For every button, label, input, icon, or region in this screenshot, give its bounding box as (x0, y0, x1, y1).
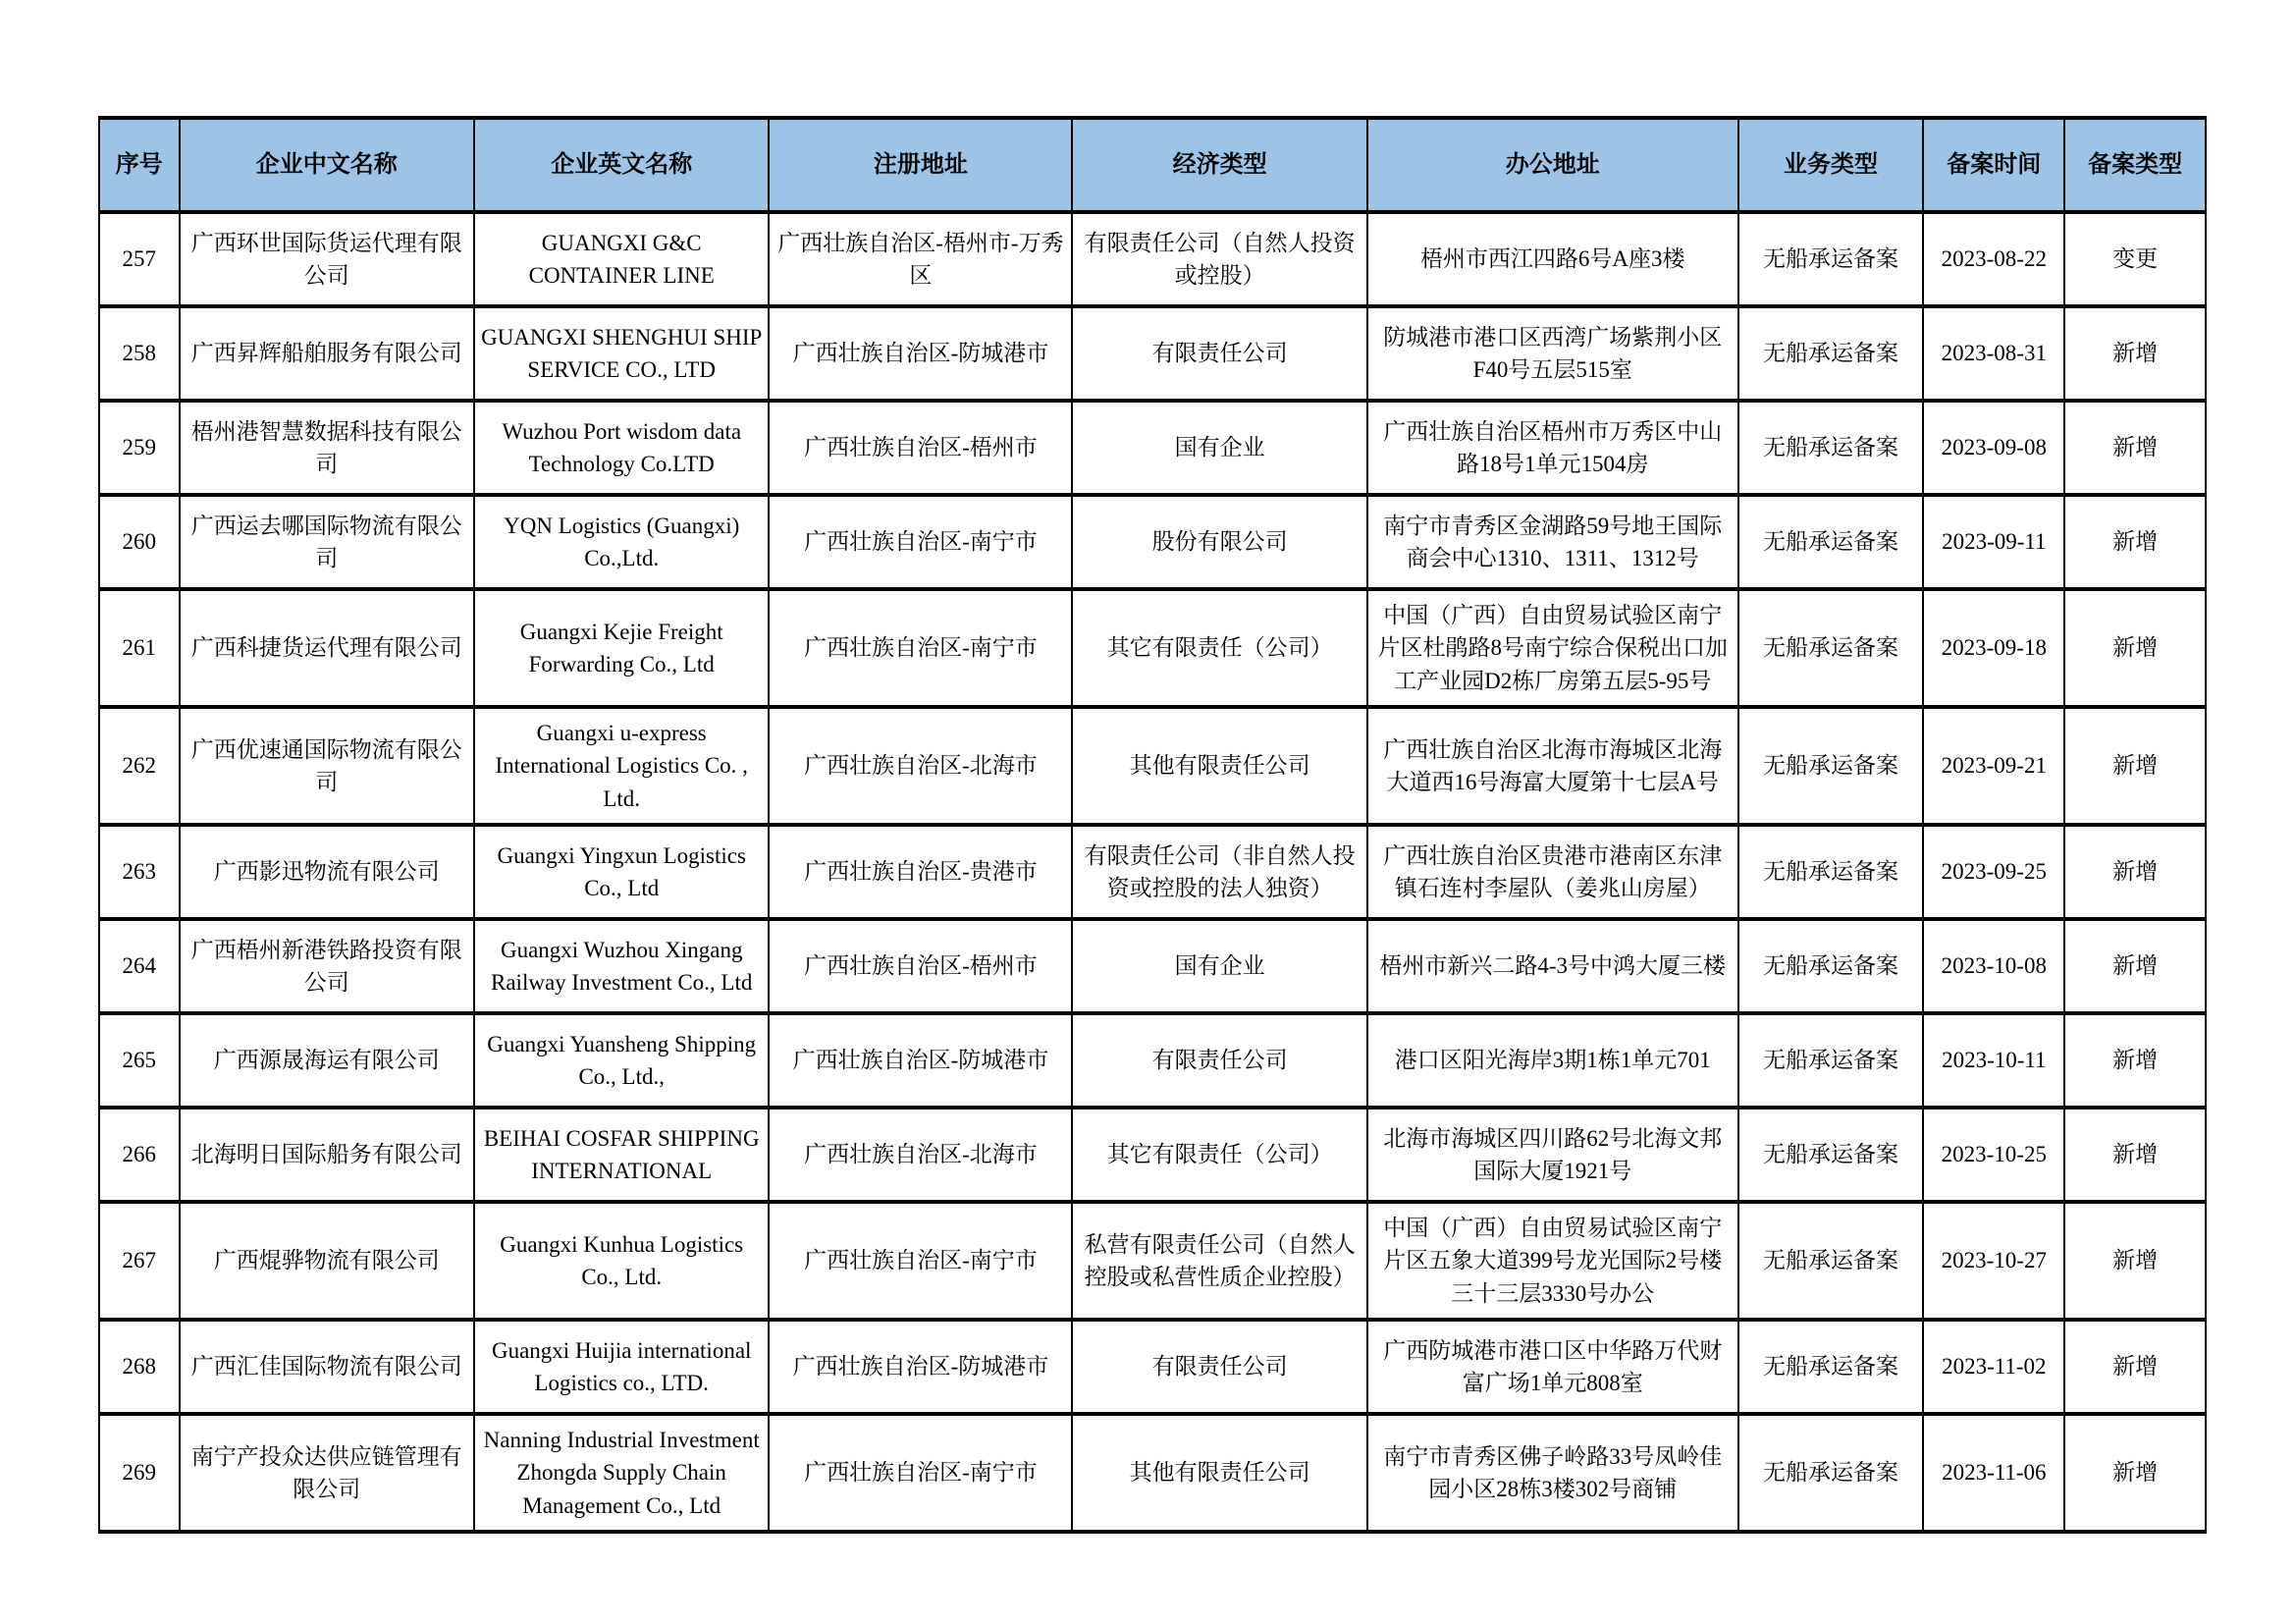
cell-record-date: 2023-10-27 (1923, 1202, 2064, 1320)
cell-biz-type: 无船承运备案 (1738, 1414, 1924, 1532)
cell-biz-type: 无船承运备案 (1738, 306, 1924, 401)
cell-reg-addr: 广西壮族自治区-防城港市 (769, 306, 1072, 401)
cell-record-type: 新增 (2064, 589, 2206, 707)
cell-econ-type: 其它有限责任（公司） (1072, 1108, 1366, 1202)
cell-reg-addr: 广西壮族自治区-北海市 (769, 1108, 1072, 1202)
table-body (99, 212, 2206, 1532)
cell-seq: 265 (99, 1013, 180, 1108)
cell-record-type: 新增 (2064, 1414, 2206, 1532)
cell-cn-name: 广西焜骅物流有限公司 (180, 1202, 474, 1320)
cell-record-type: 新增 (2064, 1320, 2206, 1414)
col-header-en-name: 企业英文名称 (474, 118, 769, 212)
cell-seq: 261 (99, 589, 180, 707)
cell-office-addr: 广西壮族自治区北海市海城区北海大道西16号海富大厦第十七层A号 (1367, 707, 1738, 825)
cell-biz-type: 无船承运备案 (1738, 212, 1924, 306)
cell-office-addr: 广西壮族自治区梧州市万秀区中山路18号1单元1504房 (1367, 401, 1738, 495)
cell-en-name: Guangxi Kunhua Logistics Co., Ltd. (474, 1202, 769, 1320)
cell-econ-type: 其他有限责任公司 (1072, 1414, 1366, 1532)
cell-record-date: 2023-09-21 (1923, 707, 2064, 825)
cell-office-addr: 南宁市青秀区佛子岭路33号凤岭佳园小区28栋3楼302号商铺 (1367, 1414, 1738, 1532)
cell-biz-type: 无船承运备案 (1738, 589, 1924, 707)
table-row (99, 401, 2206, 495)
cell-econ-type: 有限责任公司（非自然人投资或控股的法人独资） (1072, 825, 1366, 919)
cell-reg-addr: 广西壮族自治区-南宁市 (769, 589, 1072, 707)
cell-office-addr: 港口区阳光海岸3期1栋1单元701 (1367, 1013, 1738, 1108)
cell-record-date: 2023-09-25 (1923, 825, 2064, 919)
cell-econ-type: 国有企业 (1072, 401, 1366, 495)
cell-reg-addr: 广西壮族自治区-北海市 (769, 707, 1072, 825)
cell-en-name: Nanning Industrial Investment Zhongda Supply Chain Management Co., Ltd (474, 1414, 769, 1532)
cell-en-name: YQN Logistics (Guangxi) Co.,Ltd. (474, 495, 769, 589)
cell-econ-type: 有限责任公司 (1072, 1320, 1366, 1414)
table-row (99, 495, 2206, 589)
cell-seq: 258 (99, 306, 180, 401)
cell-record-date: 2023-10-08 (1923, 919, 2064, 1013)
cell-reg-addr: 广西壮族自治区-梧州市 (769, 919, 1072, 1013)
cell-seq: 267 (99, 1202, 180, 1320)
table-row (99, 919, 2206, 1013)
header-row (99, 118, 2206, 212)
cell-en-name: Wuzhou Port wisdom data Technology Co.LTD (474, 401, 769, 495)
cell-cn-name: 广西汇佳国际物流有限公司 (180, 1320, 474, 1414)
cell-cn-name: 广西科捷货运代理有限公司 (180, 589, 474, 707)
cell-reg-addr: 广西壮族自治区-南宁市 (769, 1202, 1072, 1320)
table-row (99, 1013, 2206, 1108)
cell-biz-type: 无船承运备案 (1738, 825, 1924, 919)
cell-en-name: GUANGXI G&C CONTAINER LINE (474, 212, 769, 306)
cell-en-name: Guangxi u-express International Logistics Co. , Ltd. (474, 707, 769, 825)
cell-biz-type: 无船承运备案 (1738, 1013, 1924, 1108)
cell-record-type: 新增 (2064, 1013, 2206, 1108)
cell-cn-name: 广西源晟海运有限公司 (180, 1013, 474, 1108)
cell-biz-type: 无船承运备案 (1738, 1202, 1924, 1320)
cell-cn-name: 广西环世国际货运代理有限公司 (180, 212, 474, 306)
cell-reg-addr: 广西壮族自治区-防城港市 (769, 1320, 1072, 1414)
col-header-office-addr: 办公地址 (1367, 118, 1738, 212)
col-header-biz-type: 业务类型 (1738, 118, 1924, 212)
cell-cn-name: 梧州港智慧数据科技有限公司 (180, 401, 474, 495)
cell-cn-name: 广西影迅物流有限公司 (180, 825, 474, 919)
cell-office-addr: 北海市海城区四川路62号北海文邦国际大厦1921号 (1367, 1108, 1738, 1202)
table-row (99, 1202, 2206, 1320)
cell-seq: 263 (99, 825, 180, 919)
cell-econ-type: 有限责任公司（自然人投资或控股） (1072, 212, 1366, 306)
table-row (99, 1108, 2206, 1202)
cell-reg-addr: 广西壮族自治区-南宁市 (769, 1414, 1072, 1532)
cell-record-type: 新增 (2064, 825, 2206, 919)
cell-office-addr: 梧州市新兴二路4-3号中鸿大厦三楼 (1367, 919, 1738, 1013)
cell-seq: 260 (99, 495, 180, 589)
cell-seq: 259 (99, 401, 180, 495)
cell-biz-type: 无船承运备案 (1738, 495, 1924, 589)
cell-reg-addr: 广西壮族自治区-南宁市 (769, 495, 1072, 589)
cell-seq: 257 (99, 212, 180, 306)
cell-en-name: Guangxi Huijia international Logistics co., LTD. (474, 1320, 769, 1414)
cell-reg-addr: 广西壮族自治区-贵港市 (769, 825, 1072, 919)
cell-record-date: 2023-11-02 (1923, 1320, 2064, 1414)
cell-office-addr: 防城港市港口区西湾广场紫荆小区F40号五层515室 (1367, 306, 1738, 401)
col-header-record-date: 备案时间 (1923, 118, 2064, 212)
cell-record-date: 2023-11-06 (1923, 1414, 2064, 1532)
cell-en-name: GUANGXI SHENGHUI SHIP SERVICE CO., LTD (474, 306, 769, 401)
cell-biz-type: 无船承运备案 (1738, 1320, 1924, 1414)
cell-cn-name: 北海明日国际船务有限公司 (180, 1108, 474, 1202)
cell-record-type: 新增 (2064, 495, 2206, 589)
cell-seq: 269 (99, 1414, 180, 1532)
cell-biz-type: 无船承运备案 (1738, 401, 1924, 495)
cell-econ-type: 其他有限责任公司 (1072, 707, 1366, 825)
cell-record-date: 2023-09-18 (1923, 589, 2064, 707)
cell-biz-type: 无船承运备案 (1738, 707, 1924, 825)
table-header (99, 118, 2206, 212)
table-row (99, 707, 2206, 825)
table-row (99, 825, 2206, 919)
cell-econ-type: 股份有限公司 (1072, 495, 1366, 589)
cell-office-addr: 中国（广西）自由贸易试验区南宁片区五象大道399号龙光国际2号楼三十三层3330号办公 (1367, 1202, 1738, 1320)
table-row (99, 306, 2206, 401)
col-header-seq: 序号 (99, 118, 180, 212)
cell-record-type: 新增 (2064, 1108, 2206, 1202)
cell-reg-addr: 广西壮族自治区-梧州市-万秀区 (769, 212, 1072, 306)
cell-seq: 266 (99, 1108, 180, 1202)
col-header-reg-addr: 注册地址 (769, 118, 1072, 212)
col-header-record-type: 备案类型 (2064, 118, 2206, 212)
cell-record-type: 新增 (2064, 401, 2206, 495)
cell-cn-name: 南宁产投众达供应链管理有限公司 (180, 1414, 474, 1532)
cell-reg-addr: 广西壮族自治区-防城港市 (769, 1013, 1072, 1108)
cell-record-type: 新增 (2064, 1202, 2206, 1320)
col-header-cn-name: 企业中文名称 (180, 118, 474, 212)
table-row (99, 589, 2206, 707)
cell-cn-name: 广西优速通国际物流有限公司 (180, 707, 474, 825)
col-header-econ-type: 经济类型 (1072, 118, 1366, 212)
cell-cn-name: 广西昇辉船舶服务有限公司 (180, 306, 474, 401)
cell-econ-type: 国有企业 (1072, 919, 1366, 1013)
cell-office-addr: 南宁市青秀区金湖路59号地王国际商会中心1310、1311、1312号 (1367, 495, 1738, 589)
cell-record-date: 2023-09-11 (1923, 495, 2064, 589)
cell-record-date: 2023-09-08 (1923, 401, 2064, 495)
cell-en-name: Guangxi Kejie Freight Forwarding Co., Ltd (474, 589, 769, 707)
table-row (99, 1414, 2206, 1532)
cell-biz-type: 无船承运备案 (1738, 919, 1924, 1013)
cell-seq: 262 (99, 707, 180, 825)
cell-econ-type: 有限责任公司 (1072, 1013, 1366, 1108)
cell-office-addr: 广西壮族自治区贵港市港南区东津镇石连村李屋队（姜兆山房屋） (1367, 825, 1738, 919)
cell-record-date: 2023-08-22 (1923, 212, 2064, 306)
cell-record-type: 新增 (2064, 707, 2206, 825)
cell-en-name: BEIHAI COSFAR SHIPPING INTERNATIONAL (474, 1108, 769, 1202)
cell-record-type: 新增 (2064, 919, 2206, 1013)
cell-cn-name: 广西运去哪国际物流有限公司 (180, 495, 474, 589)
cell-office-addr: 广西防城港市港口区中华路万代财富广场1单元808室 (1367, 1320, 1738, 1414)
table-row (99, 212, 2206, 306)
cell-econ-type: 有限责任公司 (1072, 306, 1366, 401)
cell-record-date: 2023-08-31 (1923, 306, 2064, 401)
company-filing-table (98, 116, 2207, 1534)
cell-office-addr: 梧州市西江四路6号A座3楼 (1367, 212, 1738, 306)
cell-record-date: 2023-10-11 (1923, 1013, 2064, 1108)
cell-biz-type: 无船承运备案 (1738, 1108, 1924, 1202)
cell-record-date: 2023-10-25 (1923, 1108, 2064, 1202)
cell-en-name: Guangxi Yuansheng Shipping Co., Ltd., (474, 1013, 769, 1108)
cell-seq: 264 (99, 919, 180, 1013)
cell-record-type: 新增 (2064, 306, 2206, 401)
cell-record-type: 变更 (2064, 212, 2206, 306)
cell-office-addr: 中国（广西）自由贸易试验区南宁片区杜鹃路8号南宁综合保税出口加工产业园D2栋厂房第五层5-95号 (1367, 589, 1738, 707)
cell-en-name: Guangxi Wuzhou Xingang Railway Investment Co., Ltd (474, 919, 769, 1013)
cell-reg-addr: 广西壮族自治区-梧州市 (769, 401, 1072, 495)
table-row (99, 1320, 2206, 1414)
cell-cn-name: 广西梧州新港铁路投资有限公司 (180, 919, 474, 1013)
cell-en-name: Guangxi Yingxun Logistics Co., Ltd (474, 825, 769, 919)
cell-econ-type: 其它有限责任（公司） (1072, 589, 1366, 707)
cell-seq: 268 (99, 1320, 180, 1414)
cell-econ-type: 私营有限责任公司（自然人控股或私营性质企业控股） (1072, 1202, 1366, 1320)
